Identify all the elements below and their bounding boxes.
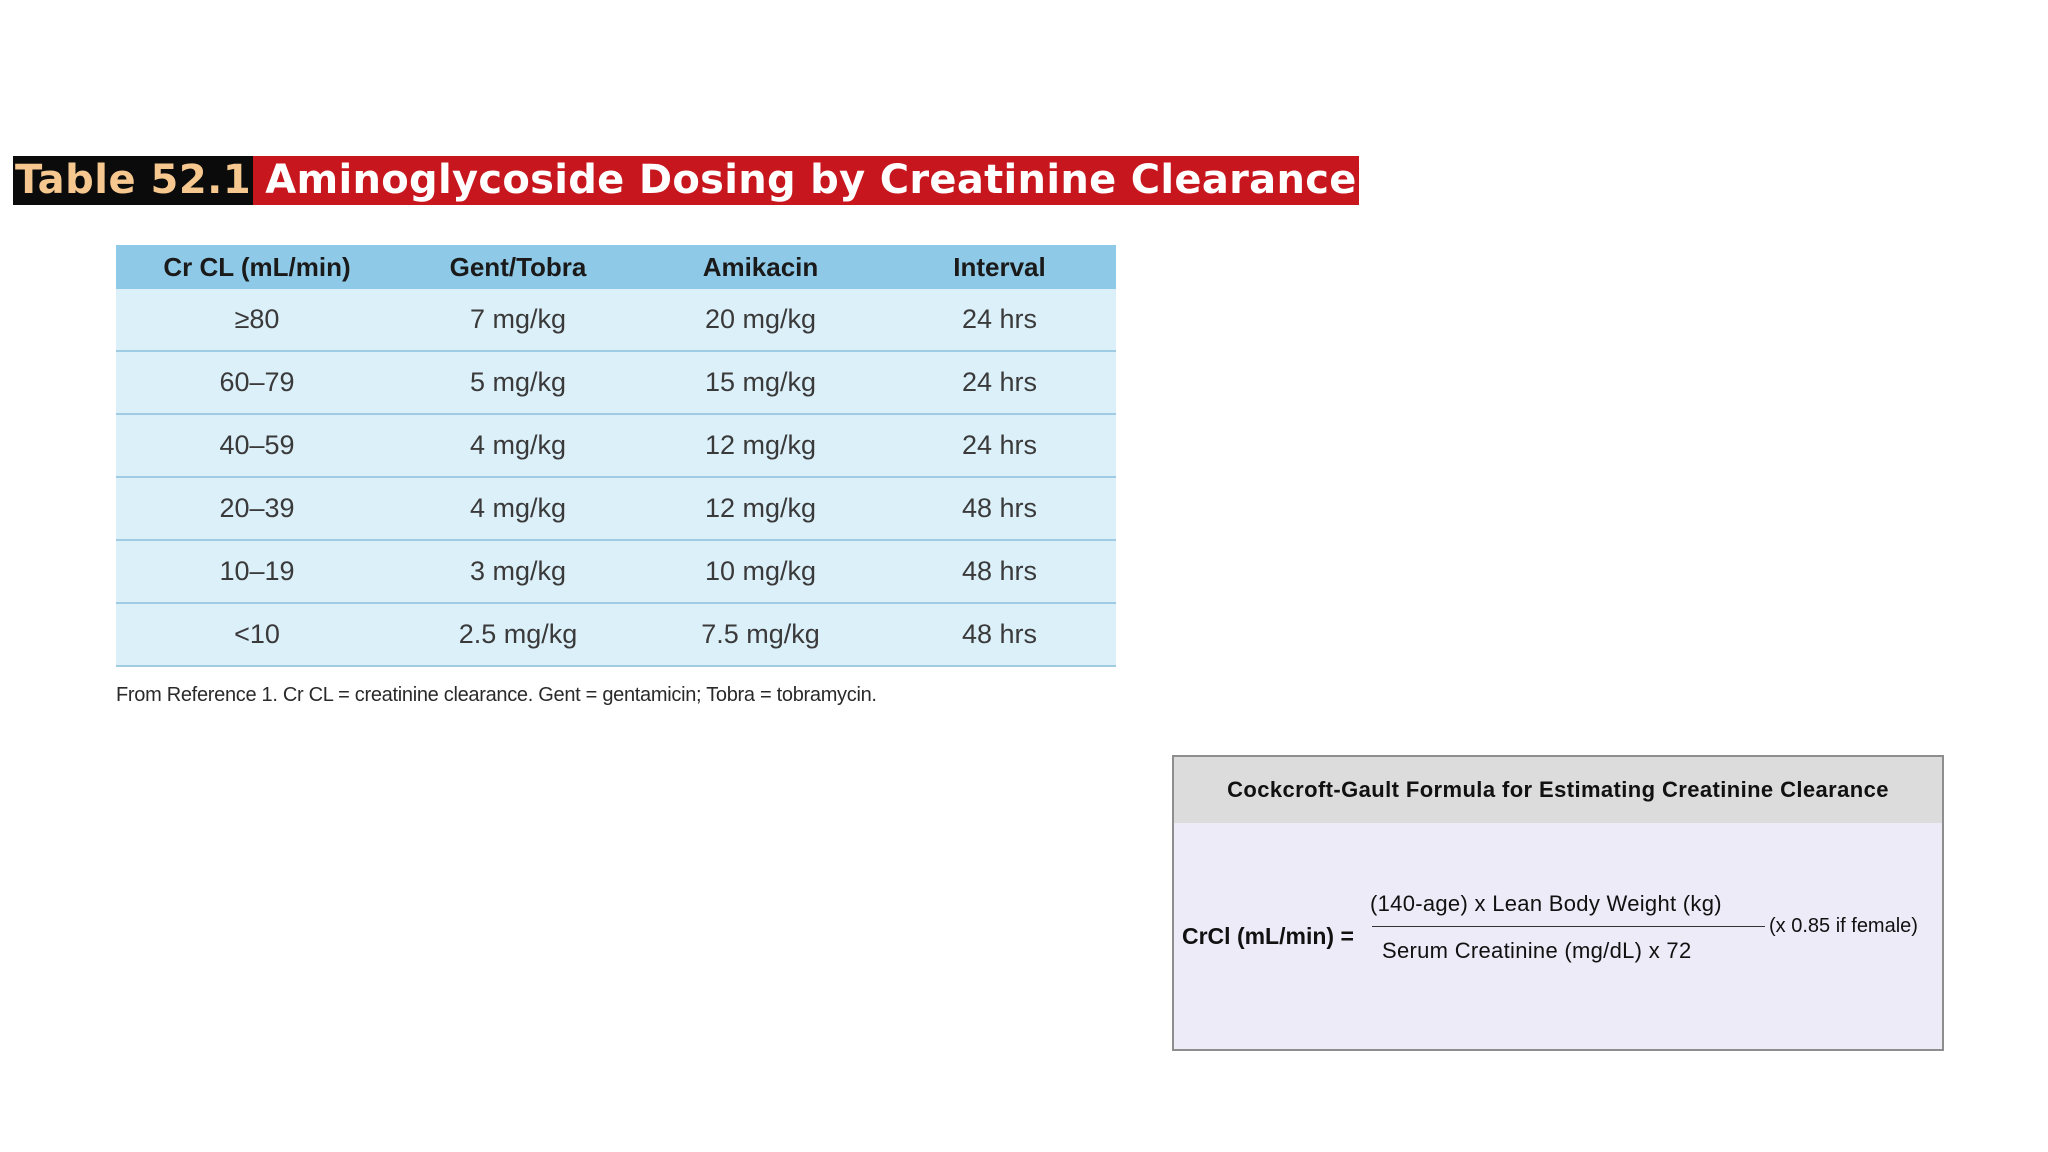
formula-heading: Cockcroft-Gault Formula for Estimating Creatinine Clearance <box>1174 757 1942 823</box>
cell-gent-tobra: 2.5 mg/kg <box>398 603 638 666</box>
cell-interval: 48 hrs <box>883 477 1116 540</box>
table-title <box>13 156 1359 205</box>
cell-gent-tobra: 4 mg/kg <box>398 477 638 540</box>
formula-denominator: Serum Creatinine (mg/dL) x 72 <box>1382 938 1692 963</box>
dosing-table <box>116 245 1116 667</box>
cell-amikacin: 20 mg/kg <box>638 289 883 351</box>
cell-interval: 48 hrs <box>883 540 1116 603</box>
cell-crcl: 60–79 <box>116 351 398 414</box>
cell-amikacin: 15 mg/kg <box>638 351 883 414</box>
table-row <box>116 603 1116 666</box>
cell-interval: 24 hrs <box>883 414 1116 477</box>
table-footnote: From Reference 1. Cr CL = creatinine clearance. Gent = gentamicin; Tobra = tobramycin. <box>116 684 877 706</box>
table-header-row <box>116 245 1116 289</box>
table-title-text: Aminoglycoside Dosing by Creatinine Clearance <box>253 156 1358 205</box>
header-amikacin: Amikacin <box>638 245 883 289</box>
header-crcl: Cr CL (mL/min) <box>116 245 398 289</box>
cell-crcl: <10 <box>116 603 398 666</box>
formula-numerator: (140-age) x Lean Body Weight (kg) <box>1370 891 1722 916</box>
table-row <box>116 540 1116 603</box>
cell-crcl: 10–19 <box>116 540 398 603</box>
cell-crcl: 20–39 <box>116 477 398 540</box>
formula-female-note: (x 0.85 if female) <box>1769 915 1918 937</box>
fraction-bar <box>1372 926 1765 927</box>
cell-gent-tobra: 4 mg/kg <box>398 414 638 477</box>
table-row <box>116 289 1116 351</box>
cell-gent-tobra: 5 mg/kg <box>398 351 638 414</box>
table-row <box>116 414 1116 477</box>
cell-interval: 24 hrs <box>883 289 1116 351</box>
cell-gent-tobra: 3 mg/kg <box>398 540 638 603</box>
formula-lhs: CrCl (mL/min) = <box>1182 923 1354 949</box>
cell-amikacin: 12 mg/kg <box>638 414 883 477</box>
header-interval: Interval <box>883 245 1116 289</box>
cell-amikacin: 10 mg/kg <box>638 540 883 603</box>
cell-amikacin: 7.5 mg/kg <box>638 603 883 666</box>
formula-body <box>1174 823 1942 1051</box>
table-row <box>116 351 1116 414</box>
cell-crcl: 40–59 <box>116 414 398 477</box>
cell-amikacin: 12 mg/kg <box>638 477 883 540</box>
cell-gent-tobra: 7 mg/kg <box>398 289 638 351</box>
cell-interval: 24 hrs <box>883 351 1116 414</box>
cell-crcl: ≥80 <box>116 289 398 351</box>
header-gent-tobra: Gent/Tobra <box>398 245 638 289</box>
cockcroft-gault-formula-box <box>1172 755 1944 1051</box>
cell-interval: 48 hrs <box>883 603 1116 666</box>
table-row <box>116 477 1116 540</box>
table-number: Table 52.1 <box>15 157 252 203</box>
